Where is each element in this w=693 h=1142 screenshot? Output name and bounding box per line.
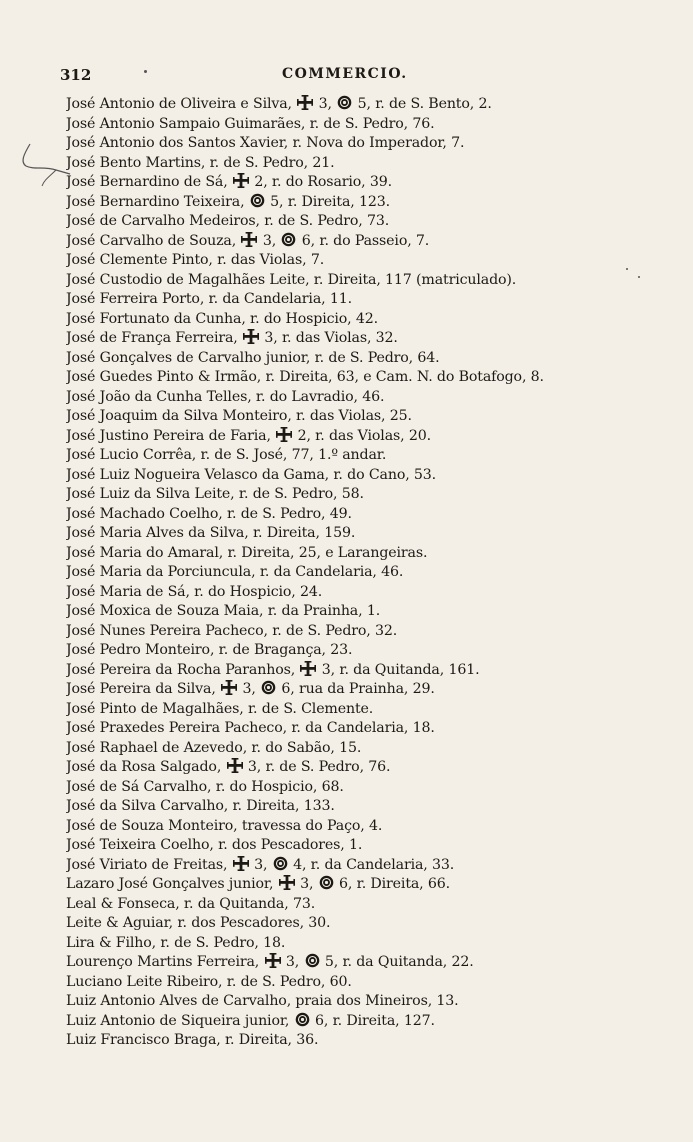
entry-text: José Maria de Sá, r. do Hospicio, 24. — [66, 583, 323, 600]
order-cross-icon — [300, 661, 316, 676]
directory-entry — [66, 661, 681, 681]
entry-text: José Lucio Corrêa, r. de S. José, 77, 1.º andar. — [66, 447, 387, 463]
order-cross-icon — [221, 680, 237, 695]
entry-text: José Pedro Monteiro, r. de Bragança, 23. — [66, 642, 353, 658]
directory-entry — [66, 739, 681, 759]
entry-text: José Joaquim da Silva Monteiro, r. das Violas, 25. — [66, 408, 412, 424]
directory-entry — [66, 290, 681, 310]
directory-entry — [66, 934, 681, 954]
entry-text: José Carvalho de Souza, — [66, 232, 241, 249]
entry-text: José Pereira da Rocha Paranhos, — [66, 661, 300, 678]
entry-text: José Ferreira Porto, r. da Candelaria, 11. — [66, 291, 352, 307]
order-cross-icon — [227, 758, 243, 773]
directory-entry — [66, 95, 681, 115]
directory-entry — [66, 992, 681, 1012]
directory-entry — [66, 602, 681, 622]
directory-entry — [66, 856, 681, 876]
order-cross-icon — [279, 875, 295, 890]
directory-entry — [66, 427, 681, 447]
entry-text: José Pereira da Silva, — [66, 681, 221, 697]
entry-text: José Maria Alves da Silva, r. Direita, 159. — [66, 525, 356, 541]
entry-text: Lira & Filho, r. de S. Pedro, 18. — [66, 934, 286, 951]
entry-text: 2, r. das Violas, 20. — [293, 427, 431, 444]
directory-entry — [66, 485, 681, 505]
medal-icon — [319, 875, 334, 890]
directory-entry — [66, 329, 681, 349]
entry-text: José Justino Pereira de Faria, — [66, 427, 276, 444]
directory-entry — [66, 193, 681, 213]
entry-text: José Luiz da Silva Leite, r. de S. Pedro, 58. — [66, 486, 364, 502]
directory-entry — [66, 875, 681, 895]
entry-text: José Raphael de Azevedo, r. do Sabão, 15. — [66, 739, 362, 756]
order-cross-icon — [241, 232, 257, 247]
directory-entry — [66, 563, 681, 583]
directory-entry — [66, 388, 681, 408]
medal-icon — [261, 680, 276, 695]
entry-text: Luciano Leite Ribeiro, r. de S. Pedro, 60. — [66, 973, 352, 990]
entry-text: José da Silva Carvalho, r. Direita, 133. — [66, 798, 335, 814]
directory-entry — [66, 719, 681, 739]
entry-text: José Nunes Pereira Pacheco, r. de S. Pedro, 32. — [66, 622, 398, 639]
directory-entry — [66, 505, 681, 525]
entry-text: José Custodio de Magalhães Leite, r. Direita, 117 (matriculado). — [66, 271, 517, 288]
entry-text: 3, — [295, 876, 318, 892]
entry-text: Leal & Fonseca, r. da Quitanda, 73. — [66, 895, 316, 912]
directory-entry — [66, 895, 681, 915]
medal-icon — [337, 95, 352, 110]
entry-text: 3, r. das Violas, 32. — [260, 330, 398, 346]
directory-entry — [66, 466, 681, 486]
entry-text: 6, rua da Prainha, 29. — [277, 681, 435, 697]
entry-text: 6, r. Direita, 127. — [310, 1012, 435, 1029]
entry-text: José Guedes Pinto & Irmão, r. Direita, 63, e Cam. N. do Botafogo, 8. — [66, 369, 544, 385]
directory-entry — [66, 622, 681, 642]
directory-entry — [66, 115, 681, 135]
directory-entry — [66, 817, 681, 837]
directory-entry — [66, 778, 681, 798]
directory-entry — [66, 407, 681, 427]
entry-text: Luiz Antonio Alves de Carvalho, praia dos Mineiros, 13. — [66, 993, 459, 1009]
handwritten-margin-mark — [14, 140, 74, 190]
entry-text: José Maria do Amaral, r. Direita, 25, e Larangeiras. — [66, 544, 428, 561]
directory-entry — [66, 232, 681, 252]
entry-text: José Gonçalves de Carvalho junior, r. de S. Pedro, 64. — [66, 349, 440, 366]
directory-entry — [66, 973, 681, 993]
entry-text: José João da Cunha Telles, r. do Lavradio, 46. — [66, 388, 385, 405]
directory-entry — [66, 544, 681, 564]
entry-text: 5, r. da Quitanda, 22. — [320, 954, 474, 970]
entry-text: 3, — [258, 232, 281, 249]
directory-entry — [66, 446, 681, 466]
entry-text: Lourenço Martins Ferreira, — [66, 954, 264, 970]
entry-text: Luiz Antonio de Siqueira junior, — [66, 1012, 294, 1029]
directory-entry — [66, 524, 681, 544]
directory-entry — [66, 680, 681, 700]
entry-text: Lazaro José Gonçalves junior, — [66, 876, 278, 892]
entry-text: José Clemente Pinto, r. das Violas, 7. — [66, 252, 325, 268]
entry-text: José Bernardino Teixeira, — [66, 193, 249, 210]
medal-icon — [281, 232, 296, 247]
order-cross-icon — [233, 856, 249, 871]
entry-text: José de Carvalho Medeiros, r. de S. Pedro, 73. — [66, 213, 390, 229]
entry-text: 3, — [281, 954, 304, 970]
entry-text: 5, r. de S. Bento, 2. — [353, 96, 492, 112]
medal-icon — [273, 856, 288, 871]
directory-entry — [66, 700, 681, 720]
directory-entry — [66, 758, 681, 778]
entry-text: José Machado Coelho, r. de S. Pedro, 49. — [66, 505, 352, 522]
entry-text: 3, r. de S. Pedro, 76. — [243, 759, 391, 775]
entry-text: José Fortunato da Cunha, r. do Hospicio, 42. — [66, 310, 378, 327]
directory-entry — [66, 212, 681, 232]
entry-text: José da Rosa Salgado, — [66, 759, 226, 775]
entry-text: José Viriato de Freitas, — [66, 856, 232, 873]
directory-entry — [66, 1012, 681, 1032]
directory-entry — [66, 914, 681, 934]
entry-text: 2, r. do Rosario, 39. — [249, 174, 392, 190]
directory-entry — [66, 1031, 681, 1051]
directory-entry — [66, 368, 681, 388]
entry-text: José de França Ferreira, — [66, 330, 243, 346]
directory-entry — [66, 641, 681, 661]
directory-entry — [66, 953, 681, 973]
page-number: 312 — [60, 66, 92, 84]
entry-text: 6, r. Direita, 66. — [334, 876, 451, 892]
medal-icon — [250, 193, 265, 208]
order-cross-icon — [243, 329, 259, 344]
directory-entry — [66, 134, 681, 154]
entry-text: José Antonio Sampaio Guimarães, r. de S. Pedro, 76. — [66, 115, 435, 132]
entry-text: José Pinto de Magalhães, r. de S. Clemente. — [66, 700, 374, 717]
entry-text: José Moxica de Souza Maia, r. da Prainha, 1. — [66, 603, 381, 619]
entry-text: José de Souza Monteiro, travessa do Paço, 4. — [66, 817, 383, 834]
order-cross-icon — [297, 95, 313, 110]
entry-text: 6, r. do Passeio, 7. — [297, 232, 430, 249]
entry-text: 5, r. Direita, 123. — [265, 193, 390, 210]
entry-text: 3, — [314, 96, 337, 112]
directory-entries — [66, 95, 681, 1051]
entry-text: José Luiz Nogueira Velasco da Gama, r. do Cano, 53. — [66, 466, 437, 483]
directory-entry — [66, 271, 681, 291]
directory-entry — [66, 173, 681, 193]
entry-text: José Antonio de Oliveira e Silva, — [66, 96, 297, 112]
entry-text: 3, — [238, 681, 261, 697]
directory-entry — [66, 797, 681, 817]
entry-text: 3, r. da Quitanda, 161. — [317, 661, 480, 678]
entry-text: 4, r. da Candelaria, 33. — [288, 856, 455, 873]
entry-text: Luiz Francisco Braga, r. Direita, 36. — [66, 1032, 319, 1048]
entry-text: José Praxedes Pereira Pacheco, r. da Candelaria, 18. — [66, 720, 435, 736]
directory-entry — [66, 583, 681, 603]
order-cross-icon — [233, 173, 249, 188]
entry-text: 3, — [249, 856, 272, 873]
order-cross-icon — [276, 427, 292, 442]
directory-entry — [66, 836, 681, 856]
ink-speck — [144, 70, 147, 73]
medal-icon — [295, 1012, 310, 1027]
entry-text: José Maria da Porciuncula, r. da Candelaria, 46. — [66, 564, 404, 580]
medal-icon — [305, 953, 320, 968]
entry-text: José de Sá Carvalho, r. do Hospicio, 68. — [66, 778, 344, 795]
directory-entry — [66, 310, 681, 330]
directory-entry — [66, 349, 681, 369]
entry-text: Leite & Aguiar, r. dos Pescadores, 30. — [66, 915, 331, 931]
entry-text: José Bento Martins, r. de S. Pedro, 21. — [66, 154, 335, 171]
directory-entry — [66, 251, 681, 271]
running-head: COMMERCIO. — [282, 66, 408, 82]
directory-entry — [66, 154, 681, 174]
entry-text: José Antonio dos Santos Xavier, r. Nova do Imperador, 7. — [66, 135, 465, 151]
order-cross-icon — [265, 953, 281, 968]
entry-text: José Bernardino de Sá, — [66, 174, 232, 190]
entry-text: José Teixeira Coelho, r. dos Pescadores, 1. — [66, 837, 363, 853]
